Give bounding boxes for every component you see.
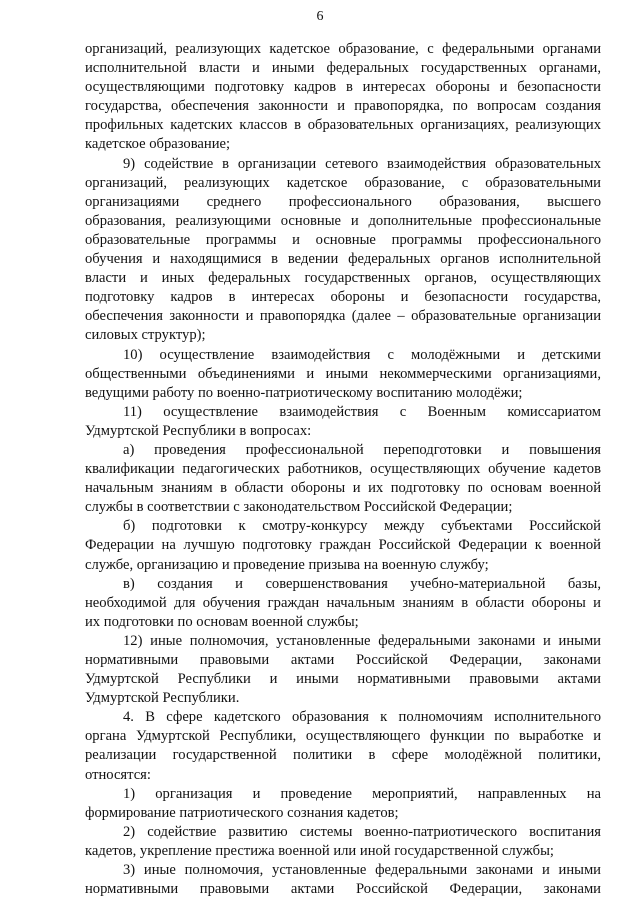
text-line: 9) содействие в организации сетевого взаимодействия образовательных — [123, 155, 601, 172]
text-line: 10) осуществление взаимодействия с молодёжными и детскими — [123, 346, 601, 363]
text-line: а) проведения профессиональной переподготовки и повышения — [123, 441, 601, 458]
text-line: 1) организация и проведение мероприятий, направленных на — [123, 785, 601, 802]
text-line: 3) иные полномочия, установленные федеральными законами и иными — [123, 862, 601, 879]
text-line: Удмуртской Республики и иными нормативными правовыми актами — [85, 671, 601, 688]
text-line: Удмуртской Республики в вопросах: — [85, 422, 312, 439]
text-line: реализации государственной политики в сфере молодёжной политики, — [85, 747, 601, 764]
text-line: Удмуртской Республики. — [85, 690, 240, 707]
text-line: начальным знаниям в области обороны и их подготовку по основам военной — [85, 480, 601, 497]
text-line: службе, организацию и проведение призыва на военную службу; — [85, 556, 489, 573]
text-line: образовательные программы и основные программы профессионального — [85, 231, 601, 248]
text-line: нормативными правовыми актами Российской Федерации, законами — [85, 881, 601, 898]
text-line: общественными объединениями и иными некоммерческими организациями, — [85, 365, 601, 382]
text-line: их подготовки по основам военной службы; — [85, 613, 359, 630]
text-line: обучения и находящимися в ведении федеральных органов исполнительной — [85, 251, 601, 268]
text-line: Федерации на лучшую подготовку граждан Российской Федерации к военной — [85, 537, 601, 554]
text-line: 11) осуществление взаимодействия с Военным комиссариатом — [123, 403, 601, 420]
text-line: исполнительной власти и иными федеральных государственных органами, — [85, 60, 601, 77]
text-line: власти и иных федеральных государственных органов, осуществляющих — [85, 270, 601, 287]
text-line: органа Удмуртской Республики, осуществляющего функции по выработке и — [85, 728, 601, 745]
text-line: б) подготовки к смотру-конкурсу между субъектами Российской — [123, 518, 601, 535]
text-line: образования, реализующими основные и дополнительные профессиональные — [85, 212, 601, 229]
text-line: подготовку кадров в интересах обороны и безопасности государства, — [85, 289, 601, 306]
text-line: в) создания и совершенствования учебно-материальной базы, — [123, 575, 601, 592]
text-line: осуществляющими подготовку кадров в интересах обороны и безопасности — [85, 79, 601, 96]
text-line: 2) содействие развитию системы военно-патриотического воспитания — [123, 823, 601, 840]
text-line: необходимой для обучения граждан начальным знаниям в области обороны и — [85, 594, 601, 611]
text-line: нормативными правовыми актами Российской Федерации, законами — [85, 652, 601, 668]
text-line: квалификации педагогических работников, осуществляющих обучение кадетов — [85, 461, 601, 478]
text-line: кадетское образование; — [85, 136, 231, 153]
text-line: силовых структур); — [85, 327, 206, 344]
text-line: кадетов, укрепление престижа военной или иной государственной службы; — [85, 842, 554, 859]
text-line: ведущими работу по военно-патриотическому воспитанию молодёжи; — [85, 384, 523, 401]
text-line: формирование патриотического сознания кадетов; — [85, 804, 399, 821]
text-line: государства, обеспечения законности и правопорядка, по вопросам создания — [85, 98, 601, 115]
text-line: организаций, реализующих кадетское образование, с образовательными — [85, 174, 601, 191]
text-line: относятся: — [85, 766, 151, 783]
page-number: 6 — [316, 9, 324, 24]
text-line: организациями среднего профессионального образования, высшего — [85, 193, 601, 210]
text-line: обеспечения законности и правопорядка (далее – образовательные организации — [85, 308, 601, 325]
text-line: организаций, реализующих кадетское образование, с федеральными органами — [85, 41, 601, 57]
text-line: 12) иные полномочия, установленные федеральными законами и иными — [123, 632, 601, 649]
document-body — [85, 40, 601, 899]
text-line: службы в соответствии с законодательством Российской Федерации; — [85, 499, 513, 516]
text-line: 4. В сфере кадетского образования к полномочиям исполнительного — [123, 709, 601, 726]
text-line: профильных кадетских классов в образовательных организациях, реализующих — [85, 117, 601, 134]
